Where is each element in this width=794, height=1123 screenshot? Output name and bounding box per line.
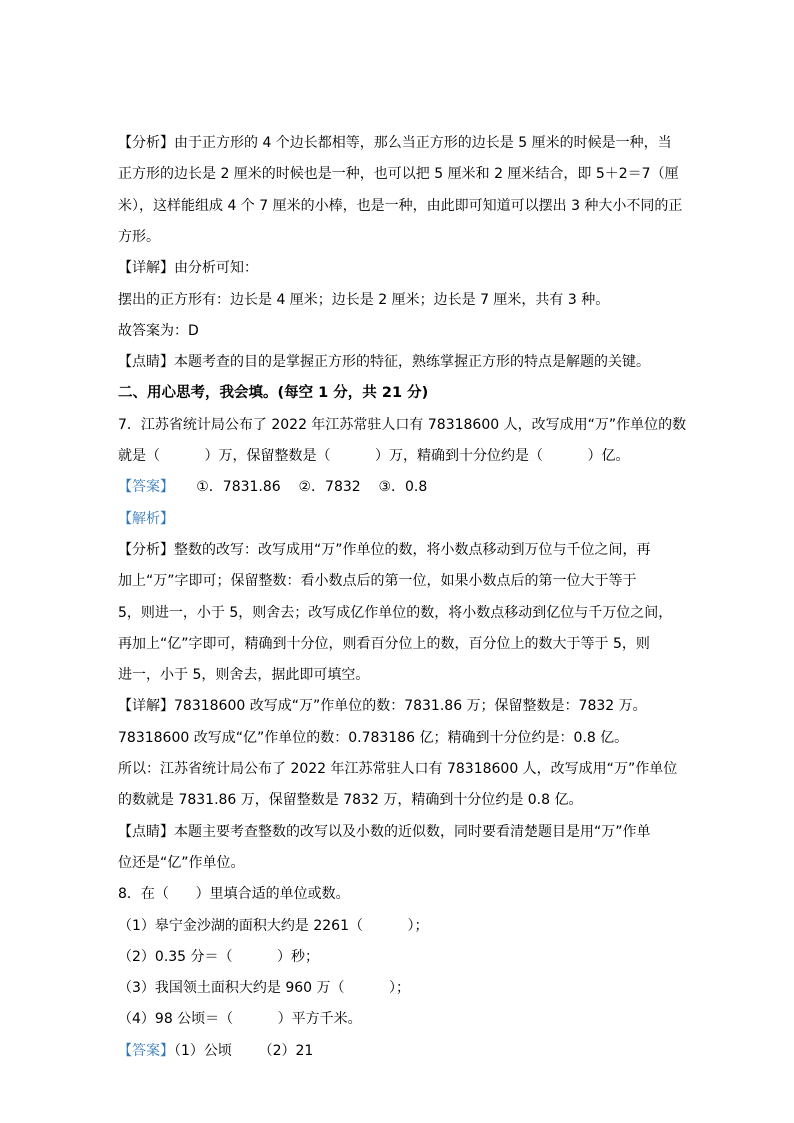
text-line [118,854,245,872]
text-line [118,134,672,152]
text-line [118,823,651,841]
line-text: （1）皋宁金沙湖的面积大约是 2261（ ）； [118,917,429,934]
line-text: 由分析可知： [174,260,258,277]
text-line [118,416,686,434]
line-text: 就是（ ）万，保留整数是（ ）万，精确到十分位约是（ ）亿。 [118,448,630,464]
line-text: 本题考查的目的是掌握正方形的特征，熟练掌握正方形的特点是解题的关键。 [174,354,650,371]
line-text: 正方形的边长是 2 厘米的时候也是一种，也可以把 5 厘米和 2 厘米结合，即 5＋2＝7（厘 [118,166,679,183]
text-line [118,635,650,653]
line-text: 本题主要考查整数的改写以及小数的近似数，同时要看清楚题目是用“万”作单 [174,823,651,840]
text-line [118,322,199,340]
text-line [118,353,650,371]
text-line [118,666,369,684]
text-line [118,697,647,715]
line-text: （1）公顷 （2）21 [174,1042,314,1059]
section-tag: 【详解】 [118,698,174,715]
line-text: 整数的改写：改写成用“万”作单位的数，将小数点移动到万位与千位之间，再 [174,541,651,558]
line-text: （2）0.35 分＝（ ）秒； [118,948,320,965]
line-text: 78318600 改写成“亿”作单位的数：0.783186 亿；精确到十分位约是：0.8 亿。 [118,729,629,746]
line-text: （3）我国领土面积大约是 960 万（ ）； [118,980,411,997]
line-text: 二、用心思考，我会填。(每空 1 分，共 21 分) [118,385,429,402]
line-text: ①．7831.86 ②．7832 ③．0.8 [174,479,428,496]
text-line [118,165,679,183]
section-tag: 【分析】 [118,541,174,558]
line-text: 米），这样能组成 4 个 7 厘米的小棒，也是一种，由此即可知道可以摆出 3 种大小不同的正 [118,197,683,214]
text-line [118,197,682,215]
section-heading [118,384,428,402]
section-tag: 【点睛】 [118,354,174,371]
section-tag: 【详解】 [118,260,174,277]
line-text: 故答案为：D [118,322,199,339]
section-tag: 【点睛】 [118,823,174,840]
text-line [118,447,630,465]
section-tag: 【答案】 [118,479,174,496]
text-line [118,1010,362,1028]
text-line [118,917,429,935]
line-text: 7．江苏省统计局公布了 2022 年江苏常驻人口有 78318600 人，改写成用“万”作单位的数 [118,416,687,433]
text-line [118,478,427,496]
line-text: 位还是“亿”作单位。 [118,854,245,871]
text-line [118,291,609,309]
text-line [118,572,637,590]
line-text: 摆出的正方形有：边长是 4 厘米；边长是 2 厘米；边长是 7 厘米，共有 3 种。 [118,291,610,308]
text-line [118,604,672,622]
line-text: 5，则进一，小于 5，则舍去；改写成亿作单位的数，将小数点移动到亿位与千万位之间， [118,604,673,621]
line-text: 78318600 改写成“万”作单位的数：7831.86 万；保留整数是：7832 万。 [174,698,647,715]
line-text: 所以：江苏省统计局公布了 2022 年江苏常驻人口有 78318600 人，改写成用“万”作单位 [118,761,678,777]
text-line [118,760,677,778]
line-text: 方形。 [118,228,160,245]
text-line [118,541,651,559]
text-line [118,228,160,246]
text-line [118,791,583,809]
text-line [118,510,174,528]
line-text: （4）98 公顷＝（ ）平方千米。 [118,1011,362,1028]
line-text: 的数就是 7831.86 万，保留整数是 7832 万，精确到十分位约是 0.8 亿。 [118,792,583,809]
line-text: 由于正方形的 4 个边长都相等，那么当正方形的边长是 5 厘米的时候是一种，当 [174,135,672,151]
line-text: 再加上“亿”字即可，精确到十分位，则看百分位上的数，百分位上的数大于等于 5，则 [118,635,650,652]
line-text: 进一，小于 5，则舍去，据此即可填空。 [118,667,370,684]
line-text: 8．在（ ）里填合适的单位或数。 [118,886,350,903]
text-line [118,259,258,277]
section-tag: 【分析】 [118,135,174,151]
text-line [118,729,628,747]
text-line [118,885,350,903]
line-text: 加上“万”字即可；保留整数：看小数点后的第一位，如果小数点后的第一位大于等于 [118,573,637,590]
section-tag: 【解析】 [118,510,174,527]
text-line [118,1042,313,1060]
section-tag: 【答案】 [118,1042,174,1059]
text-line [118,979,410,997]
text-line [118,948,319,966]
